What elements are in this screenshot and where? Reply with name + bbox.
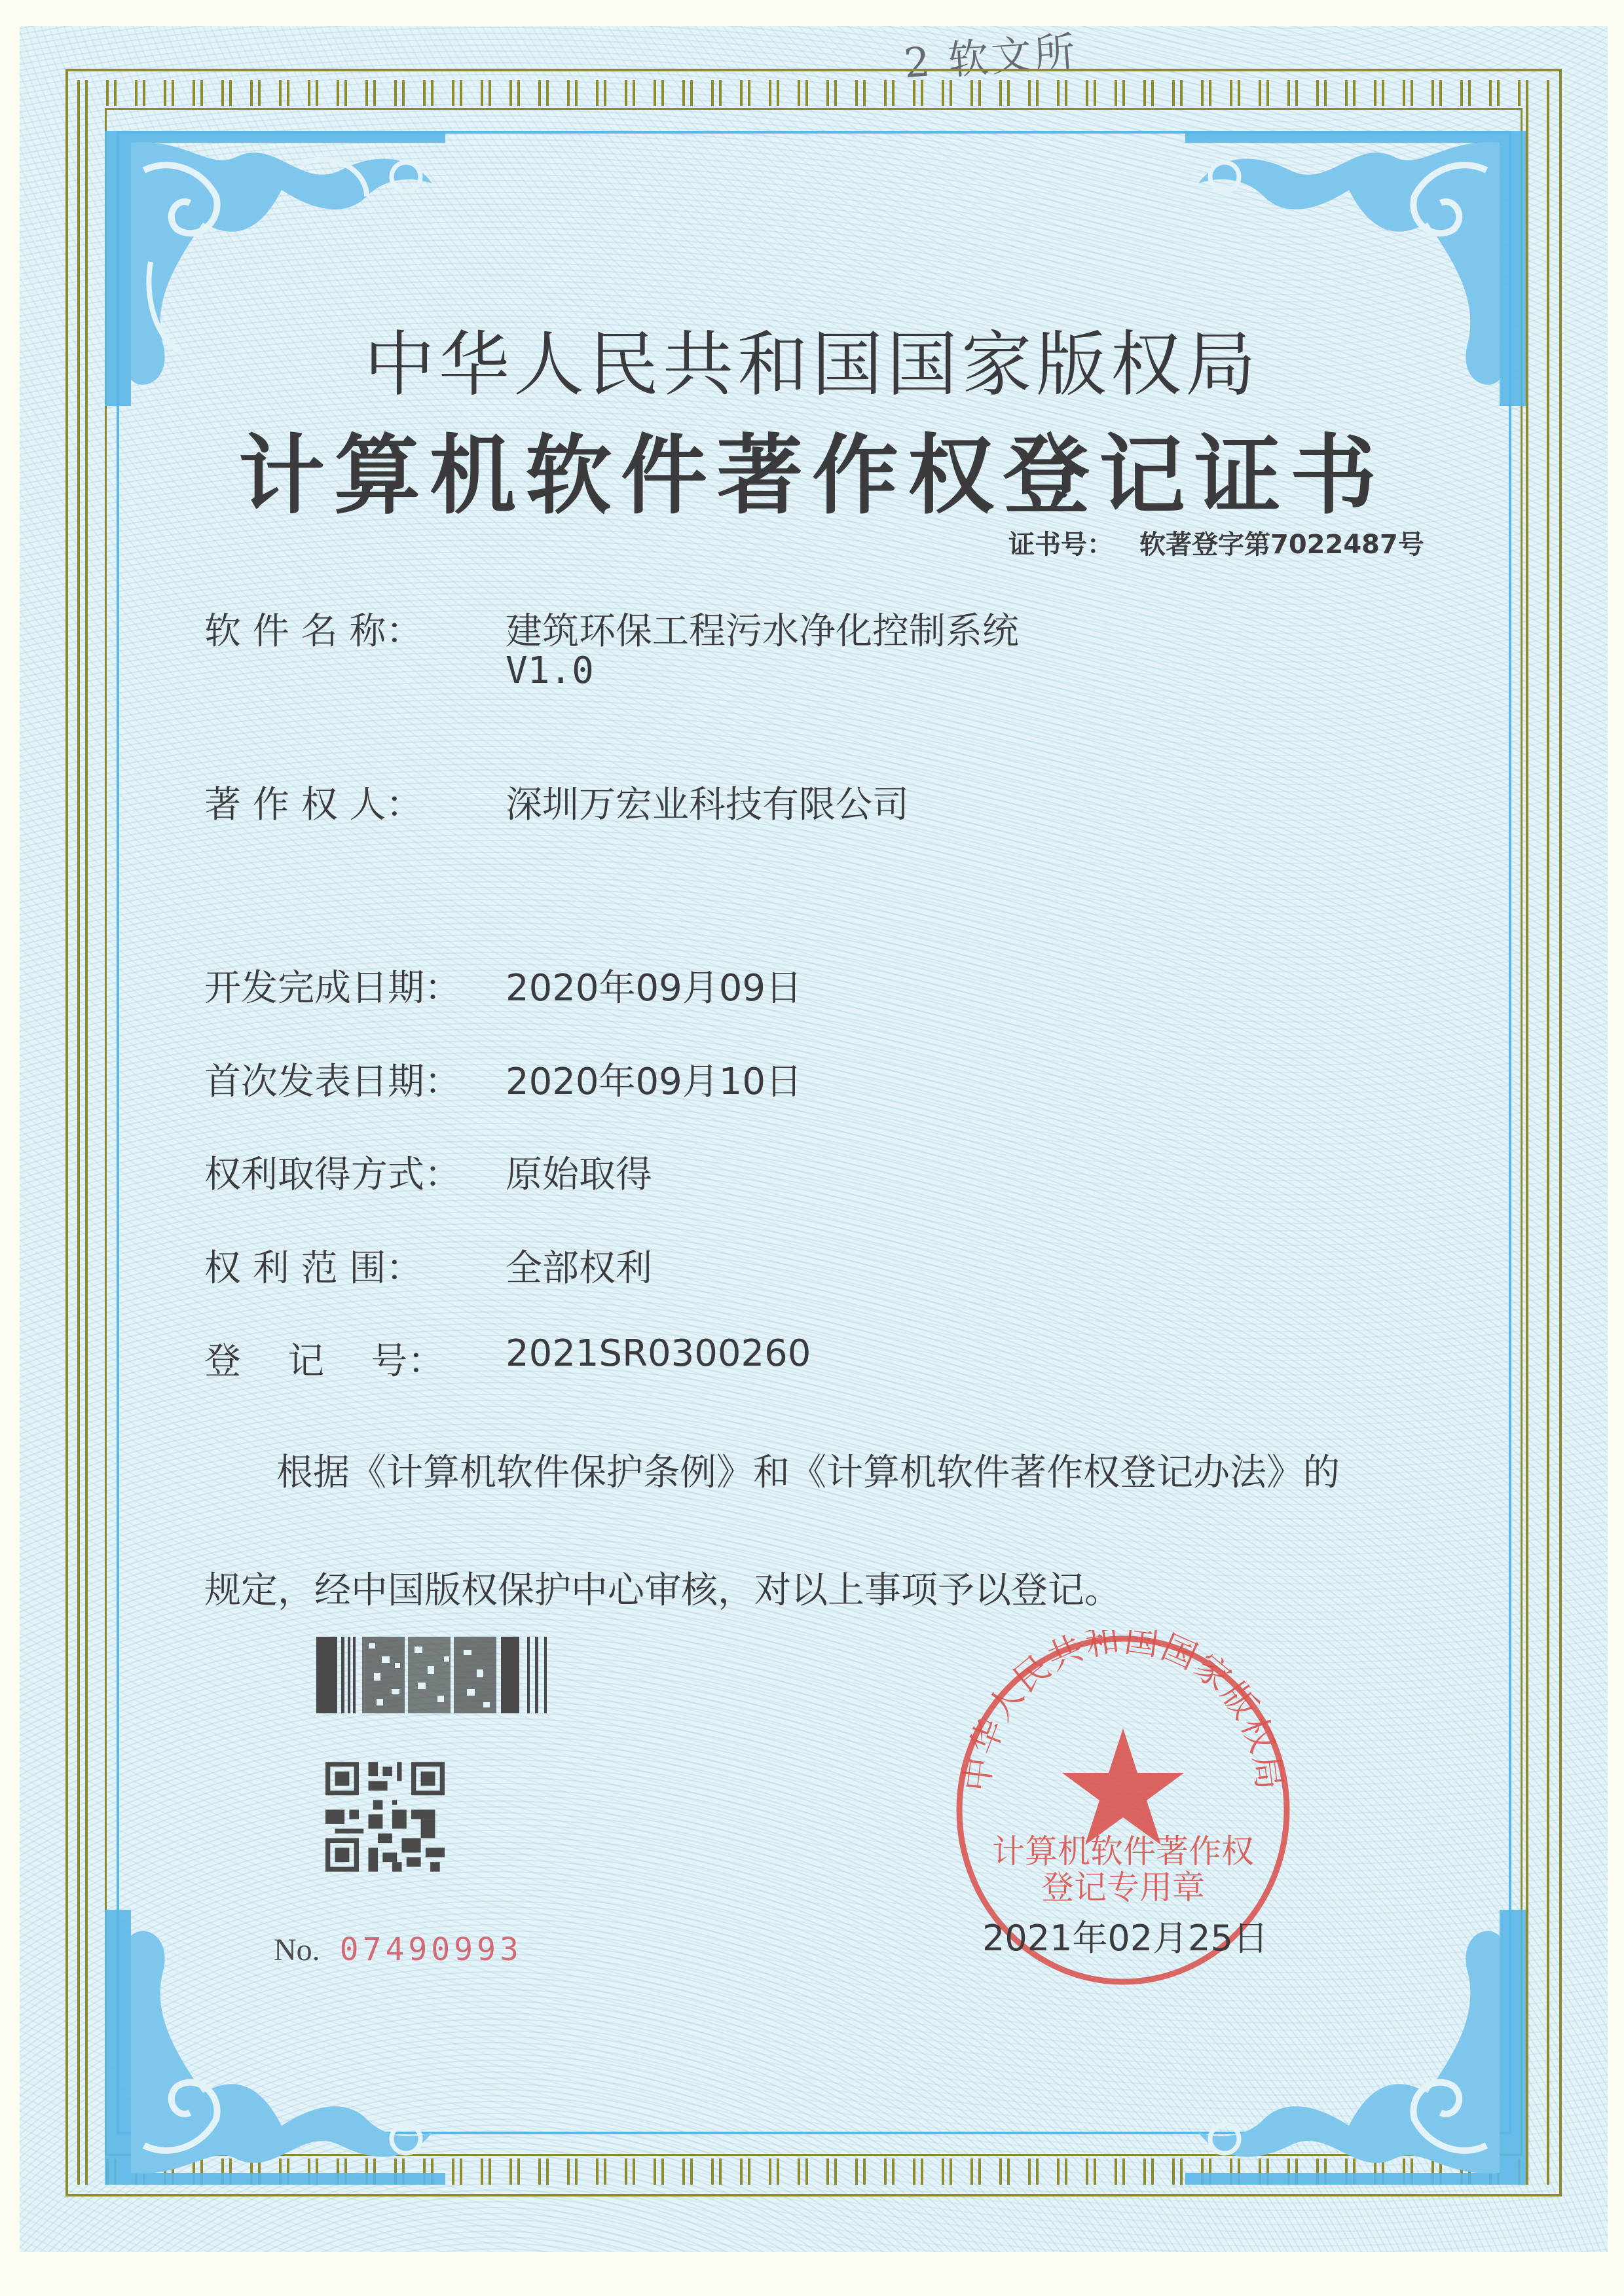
field-label: 权 利 范 围： xyxy=(204,1247,423,1290)
serial-value: 07490993 xyxy=(339,1931,523,1968)
field-registration-number xyxy=(204,1332,811,1385)
field-value: 2021SR0300260 xyxy=(506,1332,811,1375)
certificate-title: 计算机软件著作权登记证书 xyxy=(238,426,1386,526)
field-rights-scope xyxy=(204,1239,652,1292)
serial-prefix: No. xyxy=(274,1933,320,1967)
qr-code-icon xyxy=(325,1761,445,1872)
issuer-title: 中华人民共和国国家版权局 xyxy=(363,324,1260,406)
handwritten-note: 2 软文所 xyxy=(902,27,1079,88)
field-value: 深圳万宏业科技有限公司 xyxy=(506,784,909,826)
field-value-version: V1.0 xyxy=(506,649,594,692)
pdf417-barcode-icon xyxy=(316,1637,550,1713)
field-value: 2020年09月10日 xyxy=(506,1061,803,1103)
serial-number xyxy=(274,1931,523,1968)
field-label: 登 记 号： xyxy=(204,1340,445,1383)
field-label: 权利取得方式： xyxy=(204,1154,461,1196)
certificate-number-value: 软著登字第7022487号 xyxy=(1139,530,1424,560)
statement-line-2: 规定，经中国版权保护中心审核，对以上事项予以登记。 xyxy=(204,1569,1121,1612)
seal-line-2: 登记专用章 xyxy=(1041,1868,1205,1906)
statement-paragraph xyxy=(204,1414,1449,1650)
field-label: 著 作 权 人： xyxy=(204,784,423,826)
certificate-number-label: 证书号： xyxy=(1008,530,1113,560)
field-dev-completion-date xyxy=(204,959,803,1011)
seal-arc-text: 中华人民共和国国家版权局 xyxy=(957,1630,1289,1794)
issue-date: 2021年02月25日 xyxy=(982,1918,1268,1959)
field-first-publish-date xyxy=(204,1053,803,1105)
field-label: 开发完成日期： xyxy=(204,967,461,1010)
certificate-number xyxy=(1008,524,1424,561)
field-value: 全部权利 xyxy=(506,1247,652,1290)
field-software-name xyxy=(204,602,1019,692)
field-value: 原始取得 xyxy=(506,1154,652,1196)
field-rights-acquisition xyxy=(204,1146,652,1198)
field-copyright-owner xyxy=(204,776,909,828)
field-value: 2020年09月09日 xyxy=(506,967,803,1010)
field-label: 首次发表日期： xyxy=(204,1061,461,1103)
field-value: 建筑环保工程污水净化控制系统 xyxy=(506,610,1019,653)
field-label: 软 件 名 称： xyxy=(204,610,423,653)
statement-line-1: 根据《计算机软件保护条例》和《计算机软件著作权登记办法》的 xyxy=(276,1451,1340,1494)
seal-line-1: 计算机软件著作权 xyxy=(992,1832,1254,1870)
